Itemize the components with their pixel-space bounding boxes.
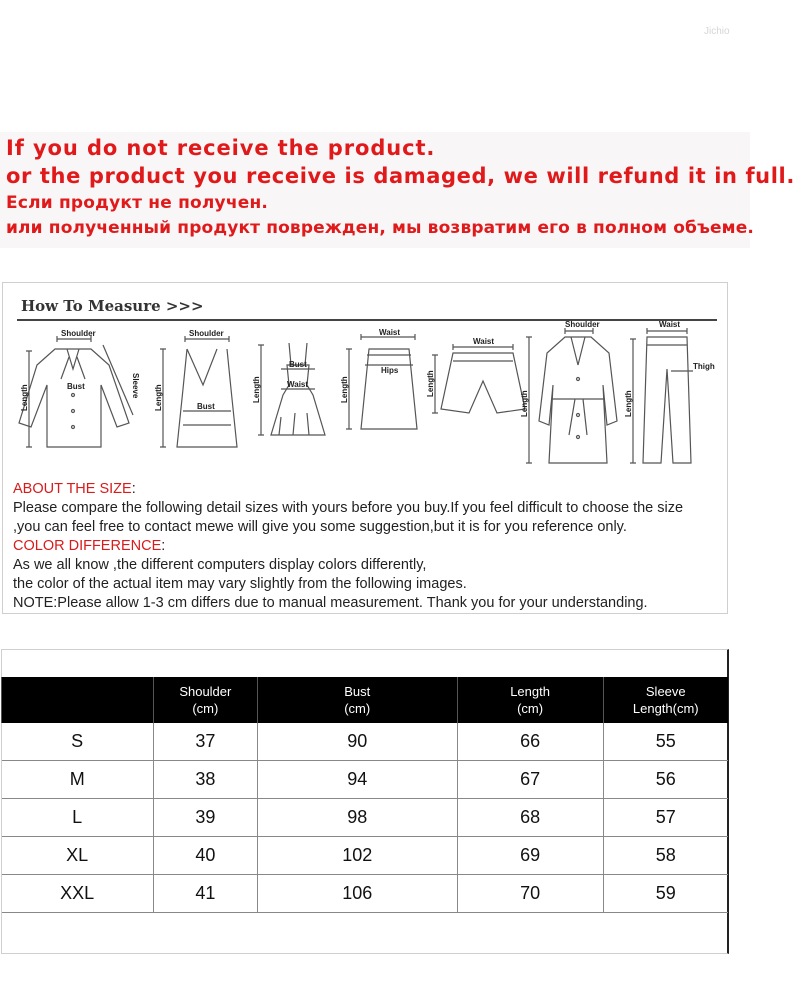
- title-divider: [17, 319, 717, 321]
- color-difference-heading: COLOR DIFFERENCE:: [13, 538, 166, 554]
- refund-line-2: or the product you receive is damaged, we will refund it in full.: [6, 164, 795, 188]
- bust-cell: 90: [257, 723, 457, 761]
- size-chart-table: [1, 677, 728, 913]
- refund-banner: [0, 132, 795, 248]
- refund-line-4: или полученный продукт поврежден, мы возвратим его в полном объеме.: [6, 218, 755, 238]
- shorts-length-label: Length: [426, 370, 435, 397]
- header-shoulder: Shoulder (cm): [153, 677, 257, 723]
- vest-bust-label: Bust: [197, 402, 215, 411]
- size-cell: S: [2, 723, 154, 761]
- coat-length-label: Length: [520, 390, 529, 417]
- coat-shoulder-label: Shoulder: [565, 320, 600, 329]
- shoulder-cell: 39: [153, 799, 257, 837]
- blouse-figure: [19, 336, 133, 447]
- skirt-length-label: Length: [340, 376, 349, 403]
- skirt-figure: [346, 334, 417, 429]
- table-row: [2, 723, 729, 761]
- size-info-text: [13, 480, 725, 613]
- dress-figure: [258, 343, 325, 435]
- trousers-waist-label: Waist: [659, 320, 681, 329]
- skirt-hips-label: Hips: [381, 366, 399, 375]
- refund-line-3: Если продукт не получен.: [6, 193, 269, 213]
- shoulder-cell: 40: [153, 837, 257, 875]
- dress-length-label: Length: [252, 376, 261, 403]
- table-row: [2, 761, 729, 799]
- sleeve-cell: 59: [603, 875, 728, 913]
- table-row: [2, 837, 729, 875]
- color-line-1: As we all know ,the different computers display colors differently,: [13, 557, 427, 573]
- refund-line-1: If you do not receive the product.: [6, 136, 436, 160]
- size-chart-header-row: [2, 677, 729, 723]
- blouse-sleeve-label: Sleeve: [131, 373, 140, 399]
- trousers-thigh-label: Thigh: [693, 362, 715, 371]
- table-row: [2, 799, 729, 837]
- bust-cell: 102: [257, 837, 457, 875]
- sleeve-cell: 55: [603, 723, 728, 761]
- vest-shoulder-label: Shoulder: [189, 329, 224, 338]
- coat-figure: [526, 328, 617, 463]
- header-bust: Bust (cm): [257, 677, 457, 723]
- bust-cell: 106: [257, 875, 457, 913]
- size-cell: XL: [2, 837, 154, 875]
- skirt-waist-label: Waist: [379, 328, 401, 337]
- how-to-measure-title: How To Measure >>>: [21, 297, 204, 315]
- header-sleeve-length: Sleeve Length(cm): [603, 677, 728, 723]
- bust-cell: 98: [257, 799, 457, 837]
- sleeve-cell: 56: [603, 761, 728, 799]
- shoulder-cell: 38: [153, 761, 257, 799]
- header-length: Length (cm): [457, 677, 603, 723]
- vest-figure: [160, 336, 237, 447]
- length-cell: 69: [457, 837, 603, 875]
- vest-length-label: Length: [154, 384, 163, 411]
- dress-waist-label: Waist: [287, 380, 309, 389]
- shorts-figure: [432, 344, 525, 413]
- about-size-heading: ABOUT THE SIZE:: [13, 481, 136, 497]
- length-cell: 68: [457, 799, 603, 837]
- measure-illustrations: [17, 320, 721, 475]
- size-cell: M: [2, 761, 154, 799]
- shoulder-cell: 37: [153, 723, 257, 761]
- sleeve-cell: 57: [603, 799, 728, 837]
- length-cell: 66: [457, 723, 603, 761]
- measurement-note: NOTE:Please allow 1-3 cm differs due to manual measurement. Thank you for your understanding.: [13, 595, 648, 611]
- how-to-measure-panel: [2, 282, 728, 614]
- bust-cell: 94: [257, 761, 457, 799]
- color-line-2: the color of the actual item may vary slightly from the following images.: [13, 576, 467, 592]
- about-size-line-1: Please compare the following detail sizes with yours before you buy.If you feel difficult to choose the size: [13, 500, 684, 516]
- blouse-length-label: Length: [20, 384, 29, 411]
- about-size-line-2: ,you can feel free to contact mewe will give you some suggestion,but it is for you reference only.: [13, 519, 627, 535]
- dress-bust-label: Bust: [289, 360, 307, 369]
- table-row: [2, 875, 729, 913]
- shoulder-cell: 41: [153, 875, 257, 913]
- trousers-figure: [630, 328, 693, 463]
- length-cell: 67: [457, 761, 603, 799]
- trousers-length-label: Length: [624, 390, 633, 417]
- shorts-waist-label: Waist: [473, 337, 495, 346]
- blouse-shoulder-label: Shoulder: [61, 329, 96, 338]
- watermark-text: Jichio: [704, 26, 730, 37]
- size-cell: XXL: [2, 875, 154, 913]
- size-cell: L: [2, 799, 154, 837]
- length-cell: 70: [457, 875, 603, 913]
- sleeve-cell: 58: [603, 837, 728, 875]
- blouse-bust-label: Bust: [67, 382, 85, 391]
- header-size: [2, 677, 154, 723]
